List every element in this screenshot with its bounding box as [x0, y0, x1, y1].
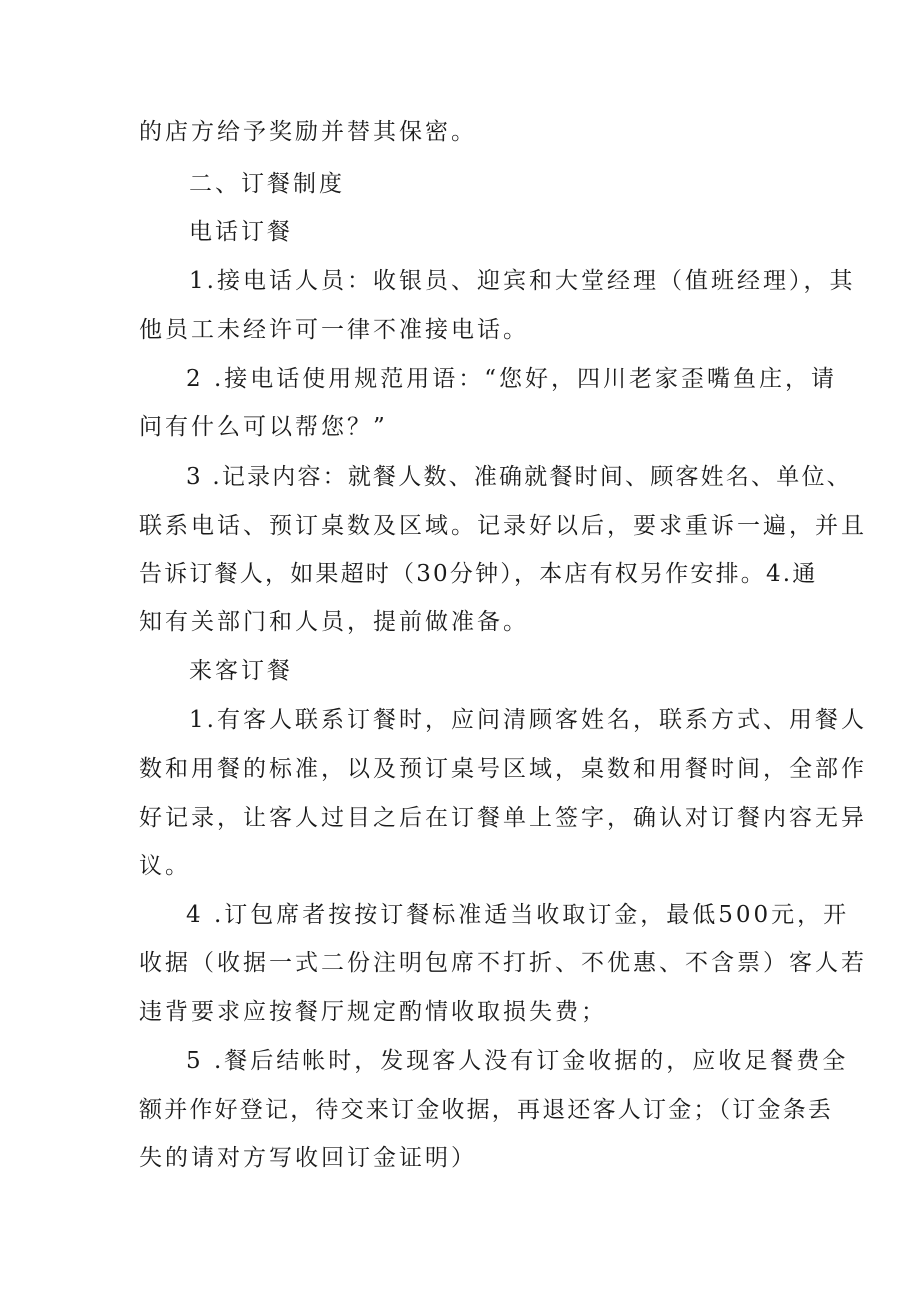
text-line: 1.有客人联系订餐时，应问清顾客姓名，联系方式、用餐人: [189, 707, 867, 733]
text-line: 2 .接电话使用规范用语：“您好，四川老家歪嘴鱼庄，请: [186, 366, 838, 392]
text-line: 额并作好登记，待交来订金收据，再退还客人订金；（订金条丢: [139, 1097, 834, 1123]
text-line: 的店方给予奖励并替其保密。: [139, 119, 477, 145]
text-line: 1.接电话人员：收银员、迎宾和大堂经理（值班经理），其: [189, 268, 856, 294]
text-line: 失的请对方写收回订金证明）: [139, 1145, 477, 1171]
subsection-heading: 电话订餐: [189, 219, 293, 245]
text-line: 收据（收据一式二份注明包席不打折、不优惠、不含票）客人若: [139, 950, 867, 976]
text-line: 他员工未经许可一律不准接电话。: [139, 317, 529, 343]
subsection-heading: 来客订餐: [189, 658, 293, 684]
text-line: 联系电话、预订桌数及区域。记录好以后，要求重诉一遍，并且: [139, 513, 867, 539]
text-line: 告诉订餐人，如果超时（30分钟），本店有权另作安排。4.通: [139, 561, 818, 587]
text-line: 知有关部门和人员，提前做准备。: [139, 609, 529, 635]
text-line: 违背要求应按餐厅规定酌情收取损失费；: [139, 999, 607, 1025]
text-line: 3 .记录内容：就餐人数、准确就餐时间、顾客姓名、单位、: [186, 464, 852, 490]
text-line: 数和用餐的标准，以及预订桌号区域，桌数和用餐时间，全部作: [139, 756, 867, 782]
text-line: 好记录，让客人过目之后在订餐单上签字，确认对订餐内容无异: [139, 805, 867, 831]
text-line: 问有什么可以帮您？”: [139, 414, 388, 440]
text-line: 5 .餐后结帐时，发现客人没有订金收据的，应收足餐费全: [186, 1048, 849, 1074]
section-heading: 二、订餐制度: [189, 171, 345, 197]
text-line: 4 .订包席者按按订餐标准适当收取订金，最低500元，开: [186, 902, 850, 928]
text-line: 议。: [139, 853, 191, 879]
